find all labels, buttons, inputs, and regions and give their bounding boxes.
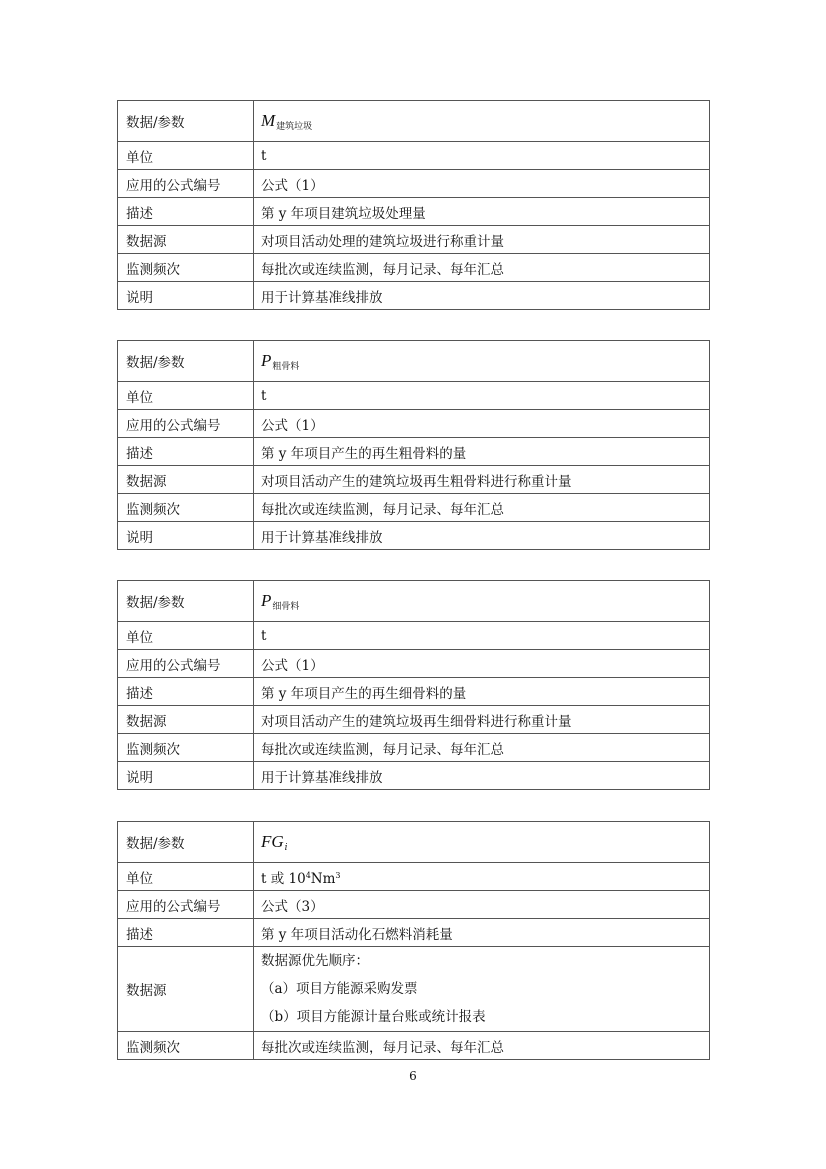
description-value: 第 y 年项目产生的再生细骨料的量 — [254, 678, 710, 706]
data-source-label: 数据源 — [118, 226, 254, 254]
formula-label: 应用的公式编号 — [118, 891, 254, 919]
frequency-label: 监测频次 — [118, 734, 254, 762]
description-value: 第 y 年项目产生的再生粗骨料的量 — [254, 438, 710, 466]
description-value: 第 y 年项目活动化石燃料消耗量 — [254, 919, 710, 947]
symbol-subscript: 建筑垃圾 — [276, 122, 313, 132]
description-value: 第 y 年项目建筑垃圾处理量 — [254, 198, 710, 226]
unit-value: t — [254, 142, 710, 170]
param-symbol — [254, 822, 710, 863]
note-label: 说明 — [118, 282, 254, 310]
symbol-main: M — [261, 111, 276, 130]
data-source-value: 对项目活动产生的建筑垃圾再生粗骨料进行称重计量 — [254, 466, 710, 494]
formula-value: 公式（3） — [254, 891, 710, 919]
frequency-value: 每批次或连续监测，每月记录、每年汇总 — [254, 494, 710, 522]
formula-label: 应用的公式编号 — [118, 170, 254, 198]
page-number: 6 — [409, 1069, 417, 1083]
param-label: 数据/参数 — [118, 341, 254, 382]
unit-exponent: 4 — [305, 870, 311, 880]
note-value: 用于计算基准线排放 — [254, 522, 710, 550]
param-symbol — [254, 341, 710, 382]
unit-value: t — [254, 622, 710, 650]
note-value: 用于计算基准线排放 — [254, 282, 710, 310]
data-source-label: 数据源 — [118, 466, 254, 494]
unit-text-volume: Nm — [310, 870, 336, 887]
data-source-label: 数据源 — [118, 706, 254, 734]
parameter-table-fossil-fuel — [117, 821, 710, 1060]
description-label: 描述 — [118, 678, 254, 706]
param-symbol — [254, 581, 710, 622]
frequency-label: 监测频次 — [118, 254, 254, 282]
unit-value — [254, 863, 710, 891]
frequency-value: 每批次或连续监测，每月记录、每年汇总 — [254, 734, 710, 762]
note-value: 用于计算基准线排放 — [254, 762, 710, 790]
symbol-subscript: i — [284, 843, 288, 853]
formula-value: 公式（1） — [254, 170, 710, 198]
frequency-value: 每批次或连续监测，每月记录、每年汇总 — [254, 1032, 710, 1060]
param-label: 数据/参数 — [118, 101, 254, 142]
param-symbol — [254, 101, 710, 142]
data-source-line: 数据源优先顺序： — [261, 953, 369, 969]
data-source-value — [254, 947, 710, 1032]
param-label: 数据/参数 — [118, 581, 254, 622]
note-label: 说明 — [118, 522, 254, 550]
description-label: 描述 — [118, 438, 254, 466]
parameter-table-fine-aggregate — [117, 580, 710, 790]
symbol-subscript: 粗骨料 — [272, 362, 300, 372]
description-label: 描述 — [118, 919, 254, 947]
note-label: 说明 — [118, 762, 254, 790]
unit-value: t — [254, 382, 710, 410]
unit-label: 单位 — [118, 382, 254, 410]
unit-label: 单位 — [118, 142, 254, 170]
formula-label: 应用的公式编号 — [118, 410, 254, 438]
data-source-line: （a）项目方能源采购发票 — [261, 981, 418, 997]
data-source-value: 对项目活动产生的建筑垃圾再生细骨料进行称重计量 — [254, 706, 710, 734]
unit-label: 单位 — [118, 863, 254, 891]
data-source-label: 数据源 — [118, 947, 254, 1032]
frequency-value: 每批次或连续监测，每月记录、每年汇总 — [254, 254, 710, 282]
formula-label: 应用的公式编号 — [118, 650, 254, 678]
param-label: 数据/参数 — [118, 822, 254, 863]
frequency-label: 监测频次 — [118, 1032, 254, 1060]
parameter-table-construction-waste — [117, 100, 710, 310]
unit-exponent-cubic: 3 — [335, 870, 341, 880]
formula-value: 公式（1） — [254, 410, 710, 438]
data-source-value: 对项目活动处理的建筑垃圾进行称重计量 — [254, 226, 710, 254]
unit-label: 单位 — [118, 622, 254, 650]
parameter-table-coarse-aggregate — [117, 340, 710, 550]
frequency-label: 监测频次 — [118, 494, 254, 522]
symbol-main: P — [261, 351, 272, 370]
description-label: 描述 — [118, 198, 254, 226]
symbol-subscript: 细骨料 — [272, 602, 300, 612]
symbol-main: P — [261, 591, 272, 610]
unit-text: t 或 10 — [261, 870, 306, 887]
formula-value: 公式（1） — [254, 650, 710, 678]
data-source-line: （b）项目方能源计量台账或统计报表 — [261, 1009, 486, 1025]
symbol-main: FG — [261, 832, 284, 851]
